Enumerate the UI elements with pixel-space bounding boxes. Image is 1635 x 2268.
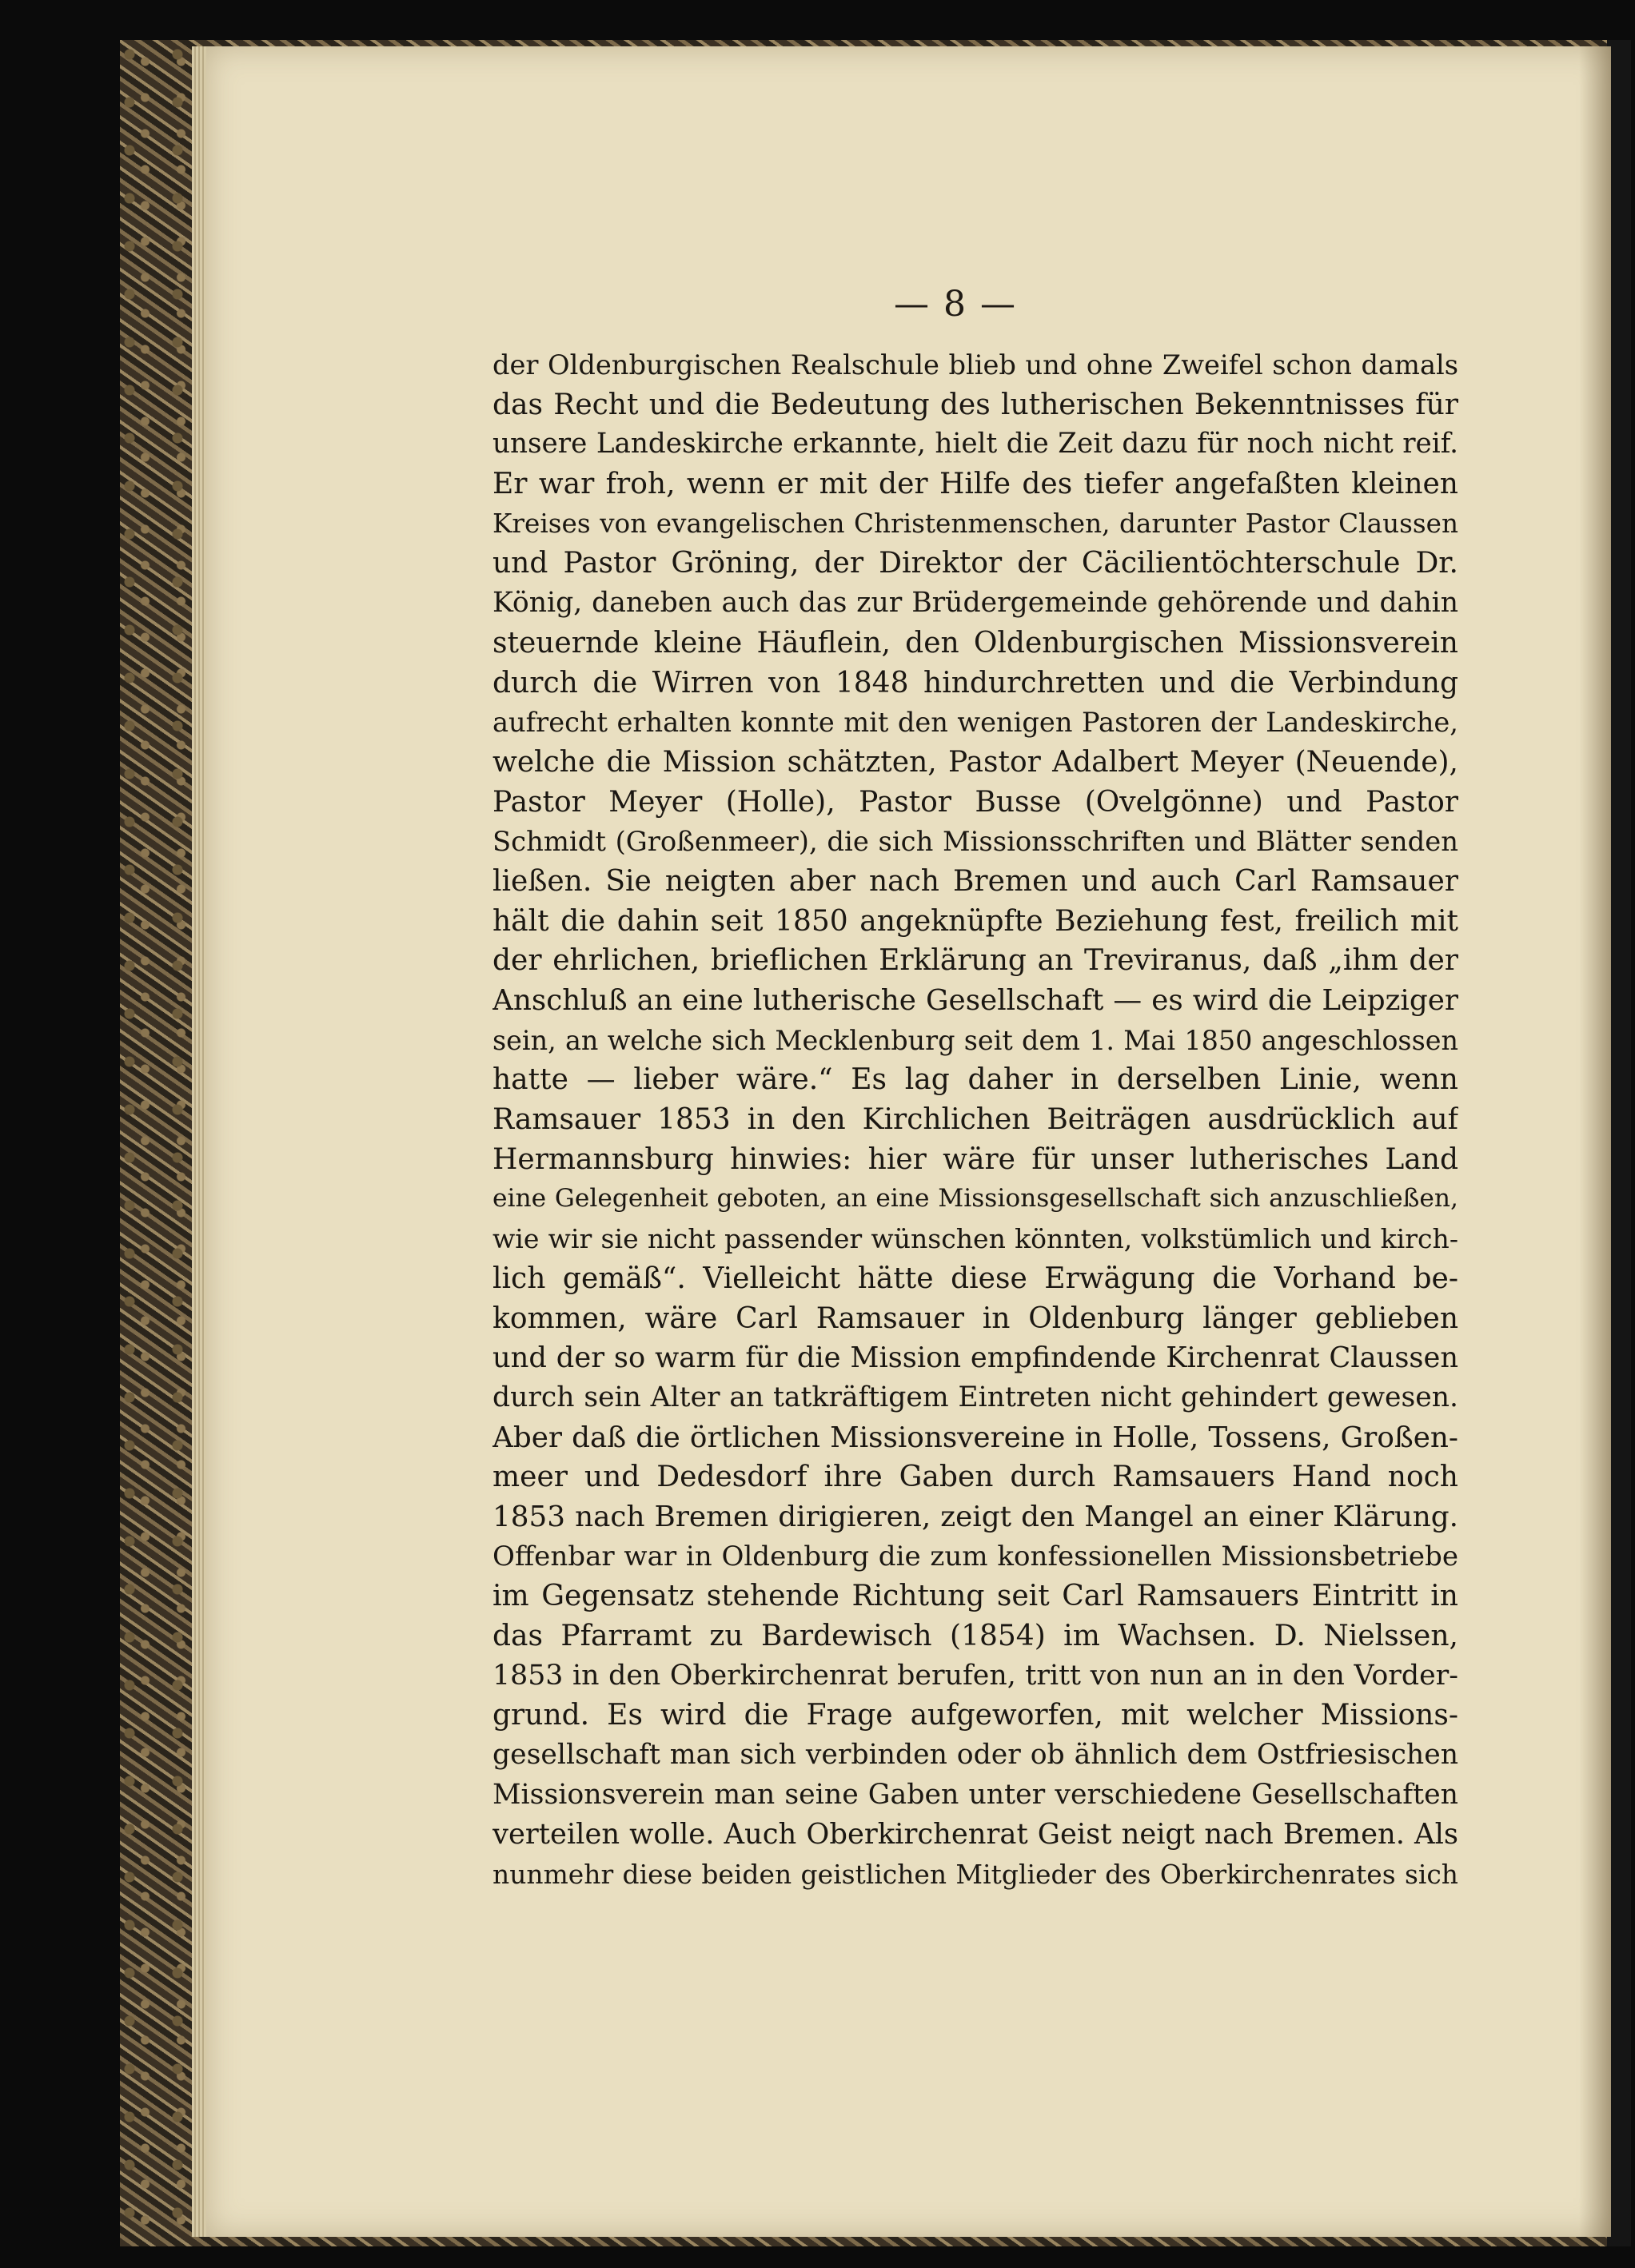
text-line: steuernde kleine Häuflein, den Oldenburgischen Missionsverein <box>492 626 1458 660</box>
text-line: das Pfarramt zu Bardewisch (1854) im Wachsen. D. Nielssen, <box>492 1620 1458 1652</box>
text-line: meer und Dedesdorf ihre Gaben durch Ramsauers Hand noch <box>492 1461 1458 1494</box>
text-line: wie wir sie nicht passender wünschen könnten, volkstümlich und kirch- <box>492 1223 1458 1255</box>
text-line: Missionsverein man seine Gaben unter verschiedene Gesellschaften <box>492 1778 1458 1811</box>
text-line: kommen, wäre Carl Ramsauer in Oldenburg länger geblieben <box>492 1301 1458 1335</box>
text-line: Schmidt (Großenmeer), die sich Missionsschriften und Blätter senden <box>492 826 1458 858</box>
text-line: welche die Mission schätzten, Pastor Adalbert Meyer (Neuende), <box>492 745 1458 779</box>
text-line: unsere Landeskirche erkannte, hielt die Zeit dazu für noch nicht reif. <box>492 428 1458 460</box>
text-line: König, daneben auch das zur Brüdergemeinde gehörende und dahin <box>492 587 1458 620</box>
text-line: im Gegensatz stehende Richtung seit Carl Ramsauers Eintritt in <box>492 1580 1458 1613</box>
text-line: hält die dahin seit 1850 angeknüpfte Beziehung fest, freilich mit <box>492 904 1458 938</box>
text-line: verteilen wolle. Auch Oberkirchenrat Geist neigt nach Bremen. Als <box>492 1818 1458 1851</box>
text-line: grund. Es wird die Frage aufgeworfen, mit welcher Missions- <box>492 1699 1458 1732</box>
text-line: durch die Wirren von 1848 hindurchretten und die Verbindung <box>492 666 1458 700</box>
text-line: Er war froh, wenn er mit der Hilfe des tiefer angefaßten kleinen <box>492 468 1458 501</box>
text-line: Aber daß die örtlichen Missionsvereine in Holle, Tossens, Großen- <box>492 1421 1458 1454</box>
text-line: Anschluß an eine lutherische Gesellschaft — es wird die Leipziger <box>492 984 1458 1017</box>
text-line: lich gemäß“. Vielleicht hätte diese Erwägung die Vorhand be- <box>492 1262 1458 1295</box>
text-line: 1853 nach Bremen dirigieren, zeigt den Mangel an einer Klärung. <box>492 1500 1458 1533</box>
text-line: der ehrlichen, brieflichen Erklärung an Treviranus, daß „ihm der <box>492 944 1458 978</box>
text-line: Offenbar war in Oldenburg die zum konfessionellen Missionsbetriebe <box>492 1540 1458 1572</box>
text-line: Pastor Meyer (Holle), Pastor Busse (Ovelgönne) und Pastor <box>492 785 1458 819</box>
text-line: ließen. Sie neigten aber nach Bremen und auch Carl Ramsauer <box>492 864 1458 898</box>
text-line: aufrecht erhalten konnte mit den wenigen Pastoren der Landeskirche, <box>492 707 1458 739</box>
text-line: gesellschaft man sich verbinden oder ob ähnlich dem Ostfriesischen <box>492 1739 1458 1772</box>
text-line: 1853 in den Oberkirchenrat berufen, tritt von nun an in den Vorder- <box>492 1659 1458 1692</box>
text-line: Kreises von evangelischen Christenmenschen, darunter Pastor Claussen <box>492 508 1458 539</box>
text-line: eine Gelegenheit geboten, an eine Missionsgesellschaft sich anzuschließen, <box>492 1184 1458 1214</box>
text-line: Hermannsburg hinwies: hier wäre für unser lutherisches Land <box>492 1142 1458 1176</box>
text-line: sein, an welche sich Mecklenburg seit dem 1. Mai 1850 angeschlossen <box>492 1024 1458 1056</box>
page-number: — 8 — <box>894 284 1017 325</box>
text-line: und Pastor Gröning, der Direktor der Cäcilientöchterschule Dr. <box>492 547 1458 580</box>
text-line: durch sein Alter an tatkräftigem Eintreten nicht gehindert gewesen. <box>492 1381 1458 1413</box>
body-text <box>492 345 1458 1895</box>
text-line: hatte — lieber wäre.“ Es lag daher in derselben Linie, wenn <box>492 1063 1458 1097</box>
text-line: Ramsauer 1853 in den Kirchlichen Beiträgen ausdrücklich auf <box>492 1103 1458 1137</box>
text-line: der Oldenburgischen Realschule blieb und ohne Zweifel schon damals <box>492 349 1458 381</box>
text-line: nunmehr diese beiden geistlichen Mitglieder des Oberkirchenrates sich <box>492 1859 1458 1891</box>
page-gutter-shadow <box>1579 46 1611 2237</box>
text-line: und der so warm für die Mission empfindende Kirchenrat Claussen <box>492 1341 1458 1375</box>
text-line: das Recht und die Bedeutung des lutherischen Bekenntnisses für <box>492 388 1458 421</box>
